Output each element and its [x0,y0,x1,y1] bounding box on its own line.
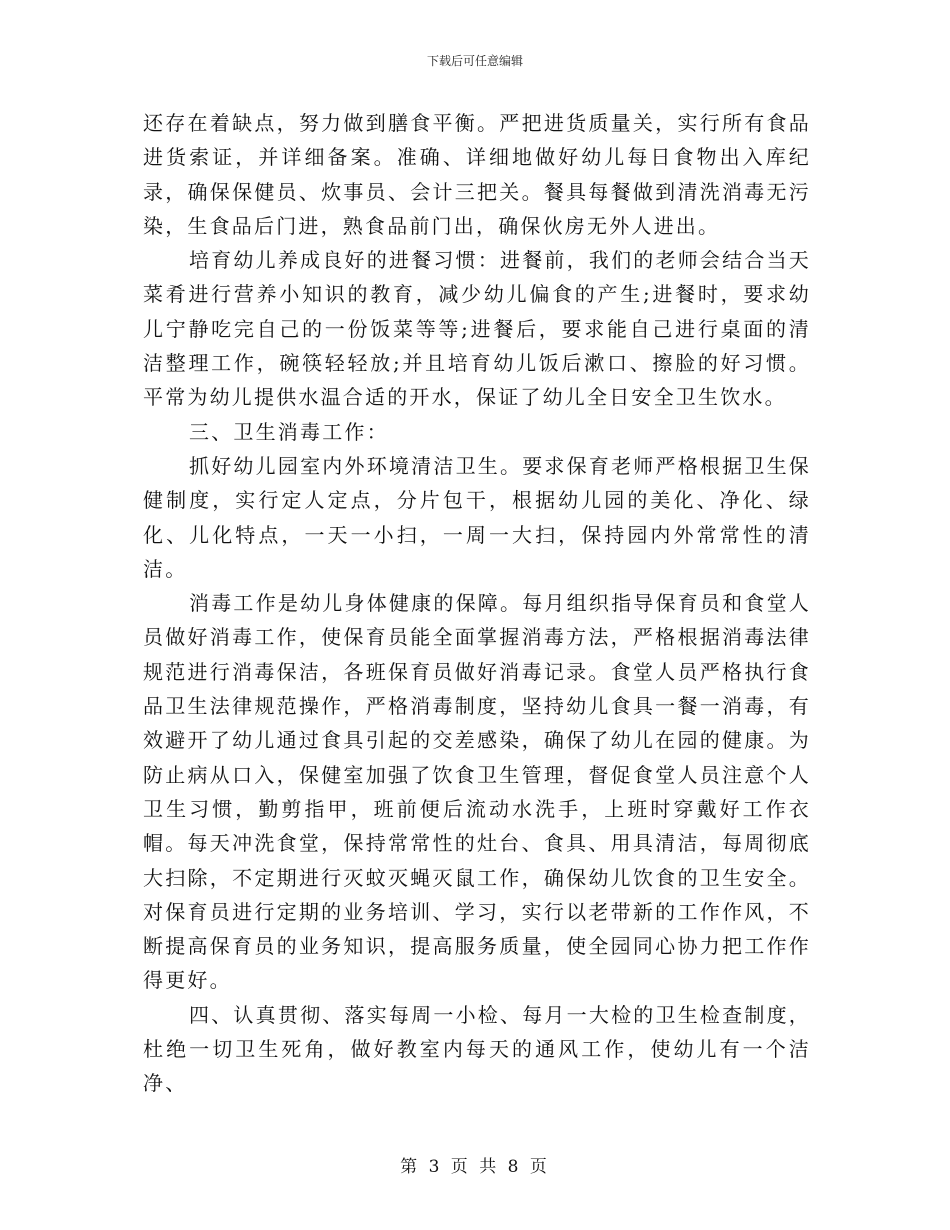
section-heading-hygiene-disinfection: 三、卫生消毒工作： [189,419,389,444]
paragraph-disinfection-work: 消毒工作是幼儿身体健康的保障。每月组织指导保育员和食堂人员做好消毒工作，使保育员能全面掌握消毒方法，严格根据消毒法律规范进行消毒保洁，各班保育员做好消毒记录。食堂人员严格执行食品卫生法律规范操作，严格消毒制度，坚持幼儿食具一餐一消毒，有效避开了幼儿通过食具引起的交差感染，确保了幼儿在园的健康。为防止病从口入，保健室加强了饮食卫生管理，督促食堂人员注意个人卫生习惯，勤剪指甲，班前便后流动水洗手，上班时穿戴好工作衣帽。每天冲洗食堂，保持常常性的灶台、食具、用具清洁，每周彻底大扫除，不定期进行灭蚊灭蝇灭鼠工作，确保幼儿饮食的卫生安全。对保育员进行定期的业务培训、学习，实行以老带新的工作作风，不断提高保育员的业务知识，提高服务质量，使全园同心协力把工作作得更好。 [143,591,811,993]
page-number-footer: 第 3 页 共 8 页 [400,1157,550,1177]
paragraph-inspection-system: 四、认真贯彻、落实每周一小检、每月一大检的卫生检查制度，杜绝一切卫生死角，做好教室内每天的通风工作，使幼儿有一个洁净、 [143,1002,811,1096]
paragraph-environment-cleaning: 抓好幼儿园室内外环境清洁卫生。要求保育老师严格根据卫生保健制度，实行定人定点，分片包干，根据幼儿园的美化、净化、绿化、儿化特点，一天一小扫，一周一大扫，保持园内外常常性的清洁。 [143,453,811,581]
paragraph-diet-procurement: 还存在着缺点，努力做到膳食平衡。严把进货质量关，实行所有食品进货索证，并详细备案。准确、详细地做好幼儿每日食物出入库纪录，确保保健员、炊事员、会计三把关。餐具每餐做到清洗消毒无污染，生食品后门进，熟食品前门出，确保伙房无外人进出。 [143,111,811,238]
document-body [143,106,811,1101]
page-header-note: 下载后可任意编辑 [426,54,523,68]
paragraph-eating-habits: 培育幼儿养成良好的进餐习惯：进餐前，我们的老师会结合当天菜肴进行营养小知识的教育，减少幼儿偏食的产生;进餐时，要求幼儿宁静吃完自己的一份饭菜等等;进餐后，要求能自己进行桌面的清洁整理工作，碗筷轻轻放;并且培育幼儿饭后漱口、擦脸的好习惯。平常为幼儿提供水温合适的开水，保证了幼儿全日安全卫生饮水。 [143,248,811,410]
